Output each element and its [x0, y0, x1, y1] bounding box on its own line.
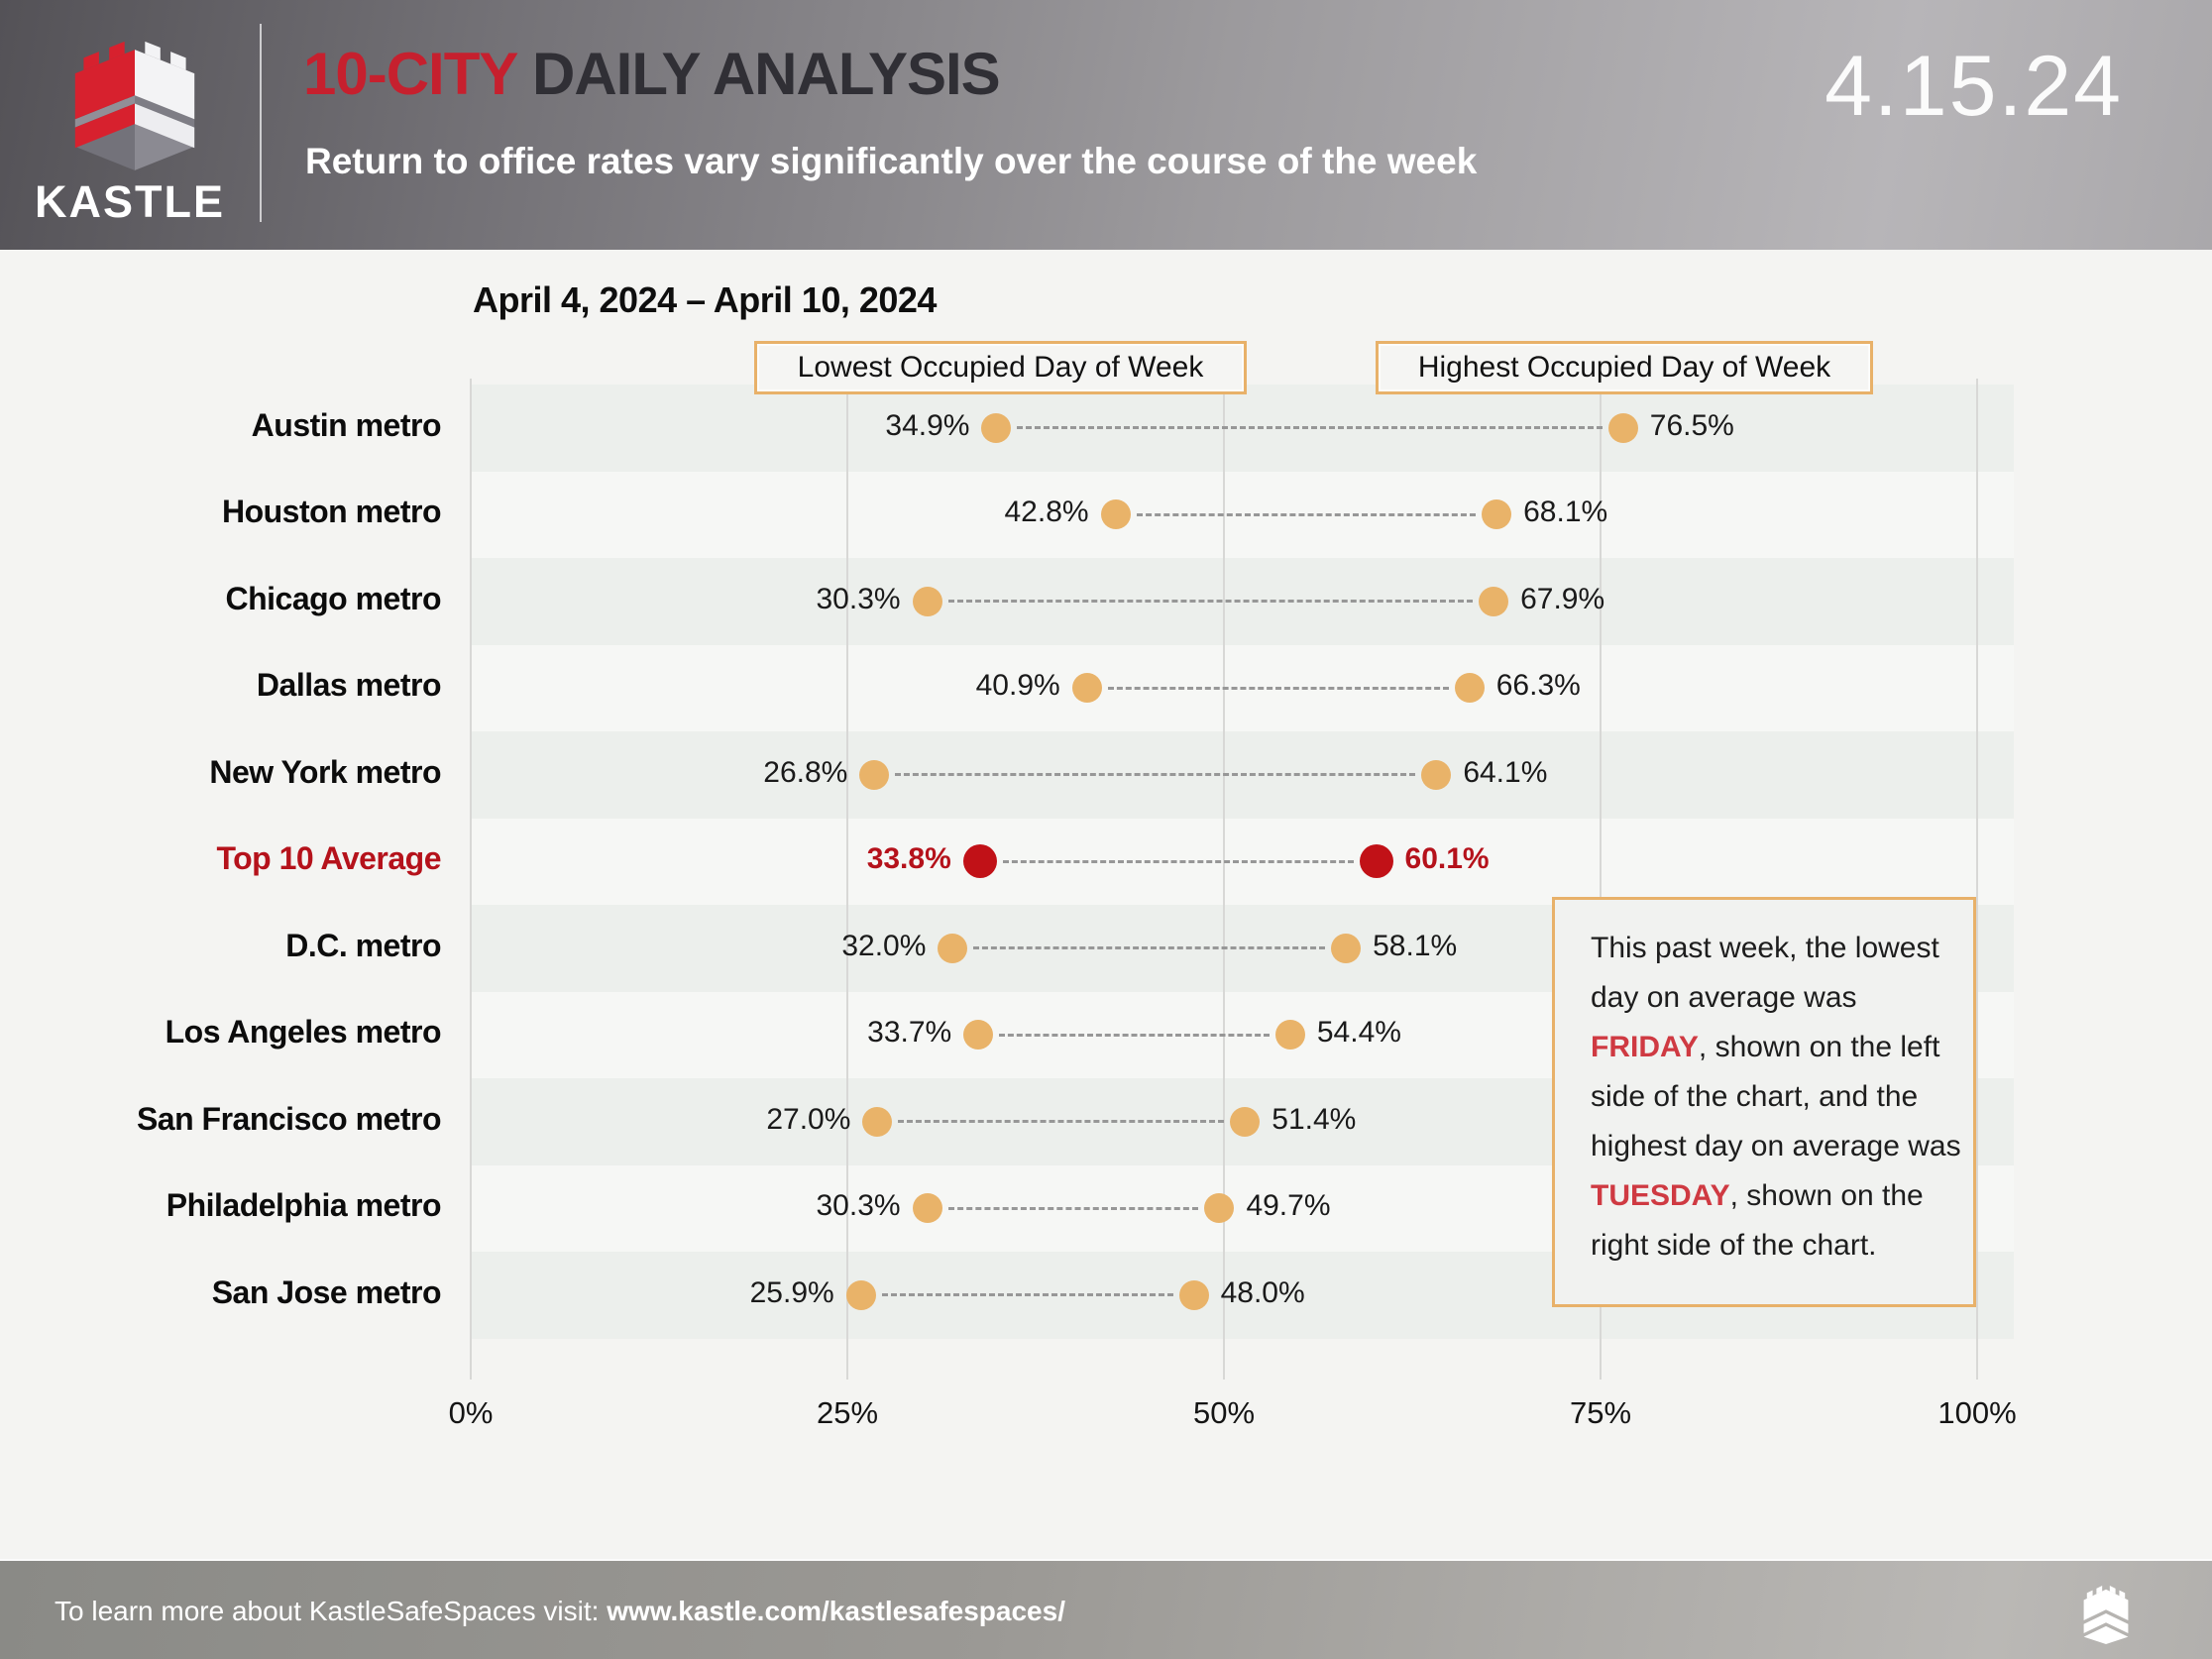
high-value-label: 49.7%	[1246, 1189, 1331, 1223]
low-dot	[963, 844, 997, 878]
low-value-label: 32.0%	[841, 929, 927, 962]
high-dot	[1230, 1107, 1260, 1137]
x-axis-tick: 50%	[1192, 1395, 1256, 1430]
low-dot	[913, 1193, 942, 1223]
high-dot	[1331, 934, 1361, 963]
row-label: Top 10 Average	[216, 840, 441, 877]
low-value-label: 34.9%	[885, 408, 970, 442]
gridline	[470, 379, 472, 1380]
footer-castle-icon	[2074, 1579, 2138, 1644]
low-value-label: 30.3%	[816, 1189, 901, 1223]
high-value-label: 64.1%	[1463, 755, 1548, 789]
x-axis-tick: 75%	[1569, 1395, 1632, 1430]
gridline	[1976, 379, 1978, 1380]
page-title-accent: 10-CITY	[303, 41, 517, 107]
callout-text: This past week, the lowest day on average was	[1591, 932, 1939, 1014]
low-value-label: 26.8%	[763, 755, 848, 789]
row-label: New York metro	[209, 753, 441, 790]
low-dot	[1072, 673, 1102, 703]
low-value-label: 42.8%	[1004, 496, 1089, 529]
connector-line	[1108, 687, 1449, 690]
castle-logo-icon	[50, 26, 220, 172]
low-dot	[846, 1280, 876, 1310]
high-dot	[1455, 673, 1485, 703]
low-dot	[862, 1107, 892, 1137]
low-value-label: 27.0%	[766, 1102, 851, 1136]
high-dot	[1479, 587, 1508, 616]
x-axis-tick: 100%	[1937, 1395, 2017, 1430]
high-value-label: 48.0%	[1220, 1275, 1305, 1309]
low-value-label: 33.7%	[867, 1016, 952, 1050]
high-dot	[1275, 1020, 1305, 1050]
high-dot	[1360, 844, 1393, 878]
callout-highlight-day: TUESDAY	[1591, 1179, 1730, 1212]
connector-line	[1137, 513, 1477, 516]
chart-row	[0, 819, 2212, 906]
footer-text	[55, 1561, 1065, 1659]
high-value-label: 68.1%	[1523, 496, 1608, 529]
chart-row	[0, 385, 2212, 472]
low-value-label: 40.9%	[975, 669, 1060, 703]
high-dot	[1421, 760, 1451, 790]
x-axis-tick: 0%	[448, 1395, 494, 1430]
connector-line	[1017, 426, 1602, 429]
legend-highest-day: Highest Occupied Day of Week	[1376, 341, 1873, 394]
x-axis-tick: 25%	[816, 1395, 879, 1430]
row-label: Los Angeles metro	[165, 1014, 441, 1051]
legend-lowest-day: Lowest Occupied Day of Week	[754, 341, 1247, 394]
high-value-label: 67.9%	[1520, 582, 1605, 615]
high-value-label: 76.5%	[1649, 408, 1734, 442]
gridline	[846, 379, 848, 1380]
footer-bar	[0, 1559, 2212, 1659]
low-value-label: 25.9%	[749, 1275, 834, 1309]
callout-text: , shown on the left side of the chart, and the highest day on average was	[1591, 1031, 1961, 1162]
page-title-rest: DAILY ANALYSIS	[516, 41, 1000, 107]
high-value-label: 66.3%	[1495, 669, 1581, 703]
header-bar	[0, 0, 2212, 250]
callout-text: , shown on the right side of the chart.	[1591, 1179, 1924, 1262]
high-dot	[1179, 1280, 1209, 1310]
header-divider	[260, 24, 262, 222]
chart-row	[0, 472, 2212, 559]
callout-box	[1552, 897, 1976, 1307]
row-label: San Francisco metro	[136, 1100, 441, 1137]
row-label: San Jose metro	[211, 1273, 441, 1310]
kastle-logo	[0, 0, 260, 250]
chart-title: April 4, 2024 – April 10, 2024	[473, 279, 937, 320]
callout-highlight-day: FRIDAY	[1591, 1031, 1699, 1063]
row-label: D.C. metro	[285, 927, 441, 963]
high-value-label: 58.1%	[1373, 929, 1458, 962]
page-title	[303, 40, 1000, 108]
low-value-label: 33.8%	[866, 842, 951, 876]
high-value-label: 60.1%	[1404, 842, 1490, 876]
connector-line	[1003, 860, 1354, 863]
low-dot	[1101, 499, 1131, 529]
gridline	[1223, 379, 1225, 1380]
high-value-label: 54.4%	[1316, 1016, 1401, 1050]
chart-row	[0, 558, 2212, 645]
row-label: Dallas metro	[256, 667, 441, 704]
page-subtitle: Return to office rates vary significantly over the course of the week	[305, 141, 1478, 181]
low-value-label: 30.3%	[816, 582, 901, 615]
connector-line	[882, 1293, 1173, 1296]
row-label: Houston metro	[221, 494, 441, 530]
low-dot	[938, 934, 967, 963]
chart-row	[0, 731, 2212, 819]
low-dot	[859, 760, 889, 790]
report-date: 4.15.24	[1825, 39, 2123, 134]
connector-line	[948, 600, 1474, 603]
row-label: Philadelphia metro	[166, 1187, 441, 1224]
kastle-wordmark: KASTLE	[35, 176, 225, 227]
chart-row	[0, 645, 2212, 732]
footer-url[interactable]: www.kastle.com/kastlesafespaces/	[607, 1595, 1065, 1626]
connector-line	[898, 1120, 1224, 1123]
connector-line	[973, 946, 1325, 949]
row-label: Austin metro	[251, 406, 441, 443]
connector-line	[999, 1034, 1270, 1037]
footer-text-normal: To learn more about KastleSafeSpaces visit:	[55, 1595, 608, 1626]
connector-line	[948, 1207, 1199, 1210]
high-dot	[1608, 413, 1638, 443]
high-value-label: 51.4%	[1272, 1102, 1357, 1136]
low-dot	[913, 587, 942, 616]
row-label: Chicago metro	[225, 580, 441, 616]
connector-line	[895, 773, 1415, 776]
